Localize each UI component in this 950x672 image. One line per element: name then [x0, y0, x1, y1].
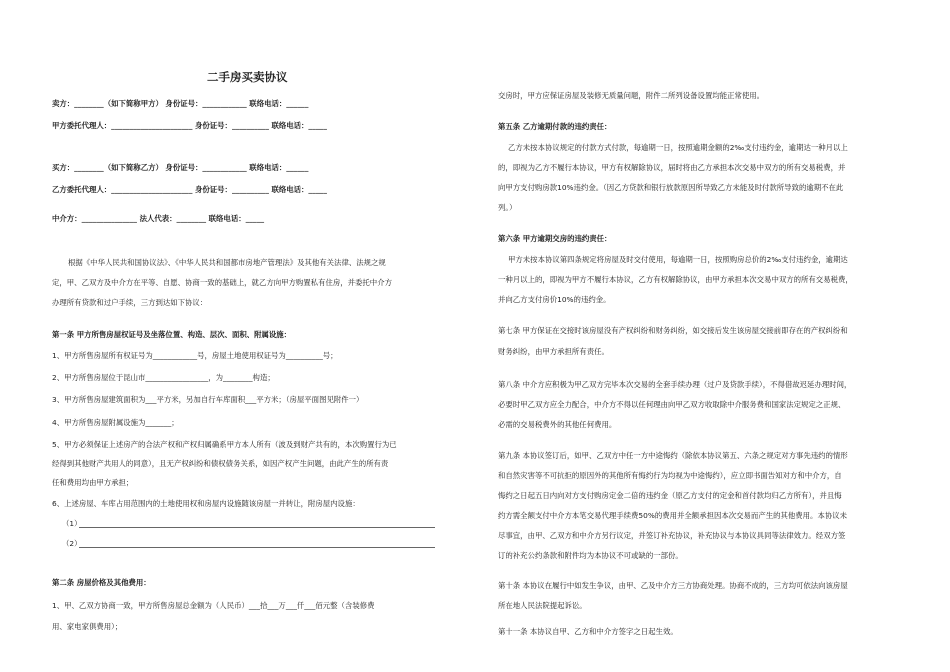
buyer-agent-line: 乙方委托代理人：______________________ 身份证号：__________ 联络电话：_____ [52, 185, 327, 194]
clause-line: 所在地人民法院提起诉讼。 [498, 601, 587, 610]
article-7: 第七条 甲方保证在交接时该房屋没有产权纠纷和财务纠纷，如交接后发生该房屋交接前即存在的产权纠纷和 [498, 326, 848, 335]
clause-line: 1、甲、乙双方协商一致，甲方所售房屋总金额为（人民币）___拾___万___仟___佰元整（含装修费 [52, 601, 375, 610]
clause-line: 的，即视为乙方不履行本协议，甲方有权解除协议，届时将由乙方承担本次交易中双方的所有交易税费，并 [498, 163, 846, 172]
article-6-heading: 第六条 甲方逾期交房的违约责任： [498, 234, 612, 243]
article-8: 第八条 中介方应积极为甲乙双方完毕本次交易的全套手续办理（过户及贷款手续），不得借故迟延办理时间， [498, 380, 852, 389]
clause-line: 甲方未按本协议第四条规定将房屋及时交付使用，每逾期一日，按照购房总价的2‰支付违约金，逾期达 [508, 255, 848, 264]
clause-line: 交房时，甲方应保证房屋及装修无质量问题，附件二所列设备设置均能正常使用。 [498, 91, 765, 100]
clause-line: 3、甲方所售房屋建筑面积为___平方米，另加自行车库面积___平方米；（房屋平面图见附件一） [52, 395, 364, 404]
blank-line [79, 547, 435, 548]
article-5-heading: 第五条 乙方逾期付款的违约责任： [498, 122, 612, 131]
clause-line: 列。） [498, 203, 517, 212]
clause-line: 悔约之日起五日内向对方支付购房定金二倍的违约金（原乙方支付的定金和首付款均归乙方所有），并且悔 [498, 491, 842, 500]
clause-line: 必要时甲乙双方应全力配合，中介方不得以任何理由向甲乙双方收取除中介服务费和国家法定规定之正规、 [498, 400, 846, 409]
clause-line: 乙方未按本协议规定的付款方式付款，每逾期一日，按照逾期金额的2‰支付违约金，逾期达一种月以上 [508, 143, 848, 152]
attachment-item-2: （2） [62, 539, 82, 548]
clause-line: 财务纠纷，由甲方承担所有责任。 [498, 347, 609, 356]
clause-line: 经得到其他财产共用人的同意），且无产权纠纷和债权债务关系，如因产权产生问题，由此产生的所有责 [52, 459, 389, 468]
clause-line: 5、甲方必须保证上述房产的合法产权和产权归属确系甲方本人所有（波及到财产共有的，本次购置行为已 [52, 440, 397, 449]
article-10: 第十条 本协议在履行中如发生争议，由甲、乙及中介方三方协商处理。协商不成的，三方均可依法向该房屋 [498, 581, 848, 590]
agency-info-line: 中介方：_______________ 法人代表：________ 联络电话：_____ [52, 214, 265, 223]
clause-line: 6、上述房屋、车库占用范围内的土地使用权和房屋内设施随该房屋一并转让，附房屋内设施： [52, 499, 360, 508]
preamble-line: 根据《中华人民共和国协议法》、《中华人民共和国都市房地产管理法》及其他有关法律、法规之规 [68, 258, 386, 267]
seller-agent-line: 甲方委托代理人：______________________ 身份证号：__________ 联络电话：_____ [52, 121, 327, 130]
article-1-heading: 第一条 甲方所售房屋权证号及坐落位置、构造、层次、面积、附属设施： [52, 330, 292, 339]
article-2-heading: 第二条 房屋价格及其他费用： [52, 578, 151, 587]
clause-line: 和自然灾害等不可抗拒的原因外的其他所有悔约行为均视为中途悔约），应立即书面告知对方和中介方，自 [498, 471, 842, 480]
preamble-line: 定，甲、乙双方及中介方在平等、自愿、协商一致的基础上，就乙方向甲方购置私有住房，并委托中介方 [52, 278, 392, 287]
document-title: 二手房买卖协议 [207, 70, 288, 84]
article-9: 第九条 本协议签订后，如甲、乙双方中任一方中途悔约（除依本协议第五、六条之规定对方事先违约的情形 [498, 451, 848, 460]
seller-info-line: 卖方：________（如下简称甲方） 身份证号：____________ 联络电话：______ [52, 99, 309, 108]
clause-line: 订的补充公约条款和附件均为本协议不可或缺的一部份。 [498, 551, 683, 560]
clause-line: 4、甲方所售房屋附属设施为_______； [52, 418, 179, 427]
clause-line: 必需的交易税费外的其他任何费用。 [498, 420, 617, 429]
clause-line: 约方需全额支付中介方本笔交易代理手续费50%的费用并全额承担因本次交易而产生的其他费用。本协议未 [498, 511, 848, 520]
preamble-line: 办理所有贷款和过户手续，三方到达如下协议： [52, 298, 208, 307]
buyer-info-line: 买方：________（如下简称乙方） 身份证号：____________ 联络电话：______ [52, 163, 309, 172]
clause-line: 并向乙方支付房价10%的违约金。 [498, 295, 611, 304]
clause-line: 用、家电家俱费用）； [52, 622, 123, 631]
clause-line: 尽事宜，由甲、乙双方和中介方另行议定，并签订补充协议，补充协议与本协议具同等法律效力。经双方签 [498, 531, 846, 540]
clause-line: 1、甲方所售房屋所有权证号为____________号，房屋土地使用权证号为__________号； [52, 351, 338, 360]
clause-line: 向甲方支付购房款10%违约金。（因乙方贷款和银行放款原因所导致乙方未能及时付款所导致的逾期不在此 [498, 183, 844, 192]
clause-line: 2、甲方所售房屋位于昆山市_________________，为________构造； [52, 373, 275, 382]
attachment-item-1: （1） [62, 519, 82, 528]
clause-line: 任和费用均由甲方承担； [52, 478, 134, 487]
clause-line: 一种月以上的，即视为甲方不履行本协议，乙方有权解除协议，由甲方承担本次交易中双方的所有交易税费， [498, 275, 853, 284]
blank-line [79, 527, 435, 528]
article-11: 第十一条 本协议自甲、乙方和中介方签字之日起生效。 [498, 627, 678, 636]
